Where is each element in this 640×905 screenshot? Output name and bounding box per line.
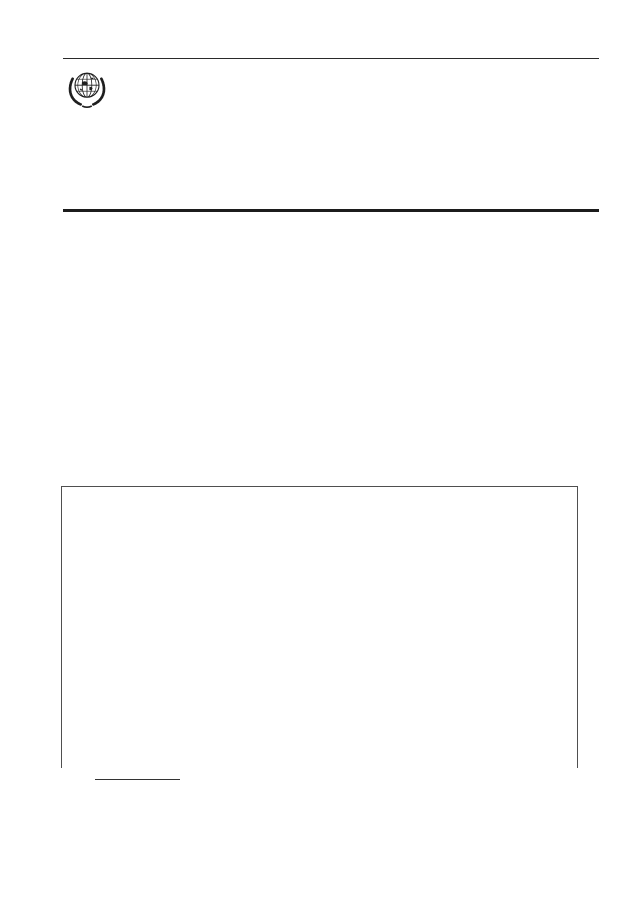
footnote-separator bbox=[95, 779, 180, 780]
footnotes bbox=[98, 786, 498, 787]
qr-code bbox=[522, 820, 579, 877]
header-divider bbox=[63, 58, 599, 59]
un-emblem-icon bbox=[63, 66, 111, 119]
summary-box bbox=[61, 486, 578, 768]
section-divider-bar bbox=[63, 209, 599, 212]
